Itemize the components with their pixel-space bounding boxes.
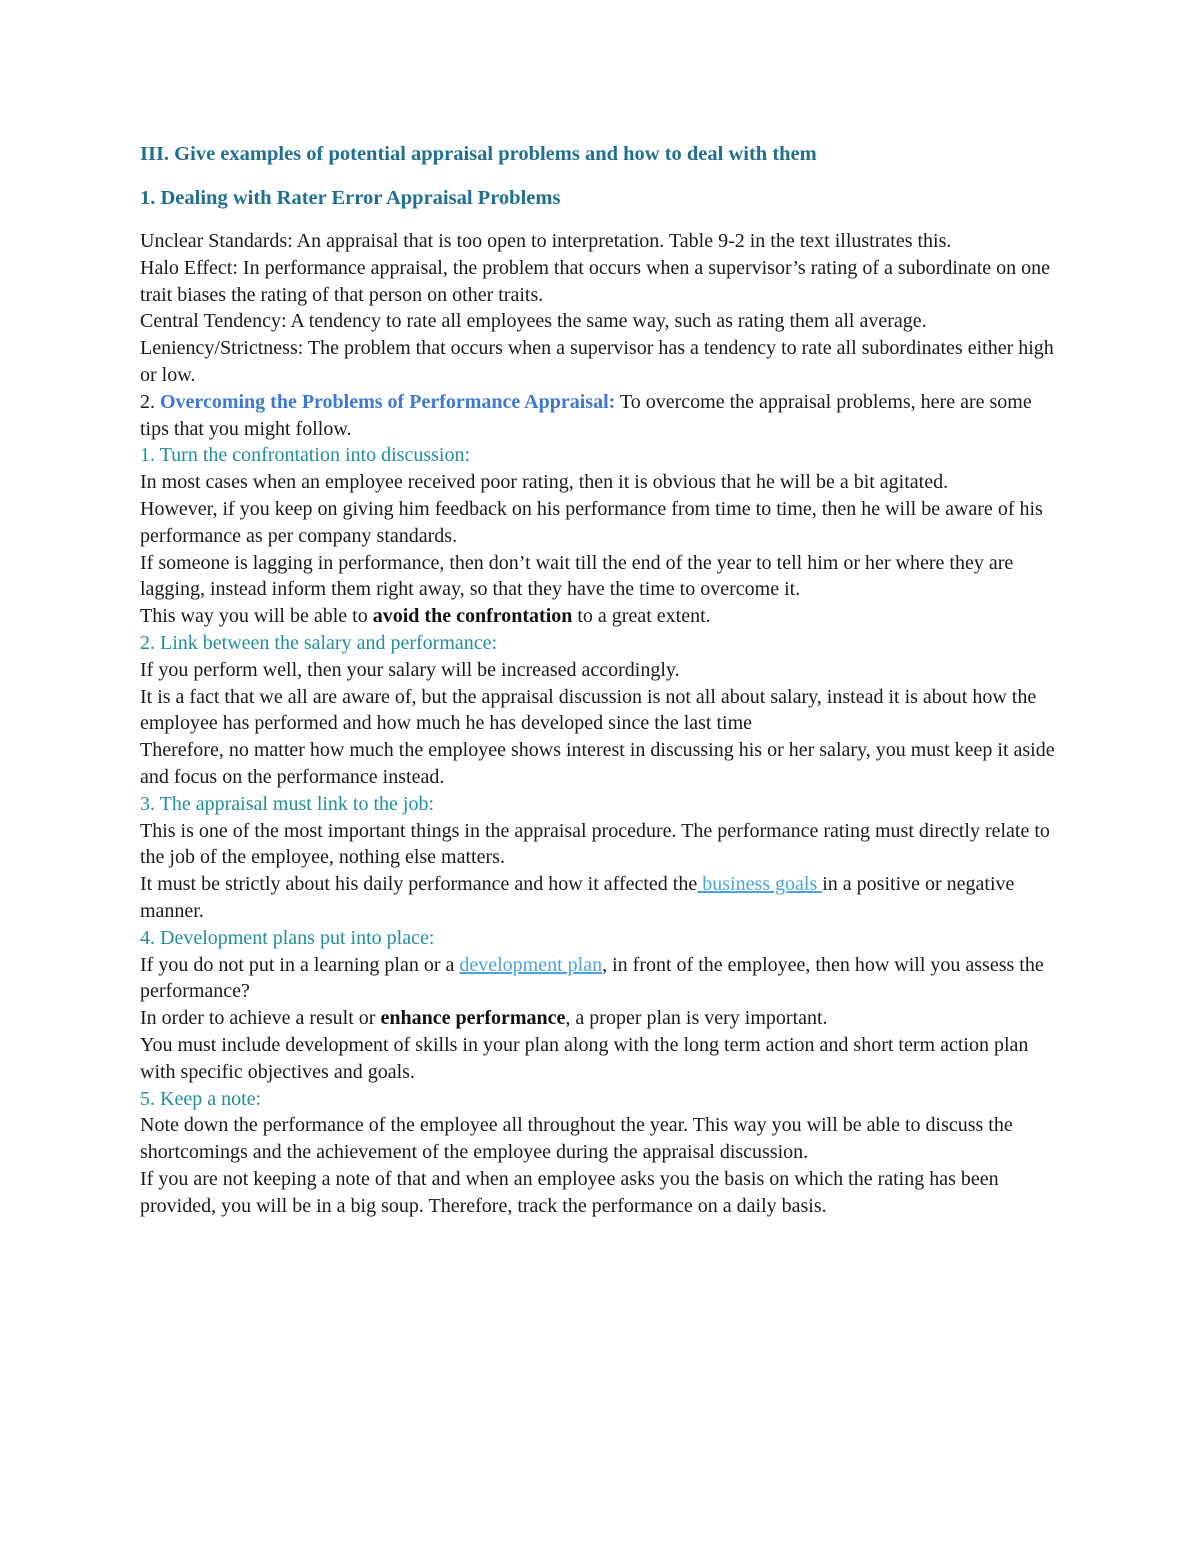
main-heading: III. Give examples of potential appraisal problems and how to deal with them <box>140 143 817 165</box>
tip-1-line-3: If someone is lagging in performance, then don’t wait till the end of the year to tell him or her where they are lagging, instead inform them right away, so that they have the time to overcome it. <box>140 551 1014 601</box>
tip-1-line-2: However, if you keep on giving him feedback on his performance from time to time, then he will be aware of his performance as per company standards. <box>140 497 1043 547</box>
tip-1-title: 1. Turn the confrontation into discussion: <box>140 444 470 467</box>
tip-1-line-4-pre: This way you will be able to <box>140 605 373 628</box>
tip-3-title: 3. The appraisal must link to the job: <box>140 792 435 815</box>
tip-4-line-2-pre: In order to achieve a result or <box>140 1007 381 1030</box>
section-2-title: Overcoming the Problems of Performance Appraisal: <box>160 390 616 413</box>
tip-3-line-2-post: in a positive or negative manner. <box>140 873 1015 922</box>
tip-5-line-2: If you are not keeping a note of that and when an employee asks you the basis on which the rating has been provided, you will be in a big soup. Therefore, track the performance on a daily basis. <box>140 1167 999 1217</box>
tip-4-title: 4. Development plans put into place: <box>140 926 435 949</box>
enhance-performance-bold: enhance performance <box>380 1007 566 1030</box>
unclear-standards-paragraph: Unclear Standards: An appraisal that is too open to interpretation. Table 9-2 in the text illustrates this. <box>140 230 952 252</box>
tip-3-line-1: This is one of the most important things in the appraisal procedure. The performance rating must directly relate to the job of the employee, nothing else matters. <box>140 819 1050 869</box>
development-plan-link[interactable]: development plan <box>459 953 603 976</box>
tip-1-line-4 <box>140 603 1065 630</box>
central-tendency-paragraph: Central Tendency: A tendency to rate all employees the same way, such as rating them all average. <box>140 310 927 333</box>
tip-2-line-3: Therefore, no matter how much the employee shows interest in discussing his or her salary, you must keep it aside and focus on the performance instead. <box>140 739 1055 788</box>
business-goals-link[interactable]: business goals <box>697 873 823 896</box>
tip-4-line-2-post: , a proper plan is very important. <box>565 1007 828 1030</box>
tip-1-line-4-post: to a great extent. <box>572 605 711 628</box>
halo-effect-paragraph: Halo Effect: In performance appraisal, the problem that occurs when a supervisor’s rating of a subordinate on one trait biases the rating of that person on other traits. <box>140 256 1051 306</box>
tip-4-line-1-post: , in front of the employee, then how will you assess the performance? <box>140 953 1044 1003</box>
document-page <box>140 140 1065 1219</box>
section-2-paragraph <box>140 389 1065 443</box>
tip-2-line-1: If you perform well, then your salary will be increased accordingly. <box>140 658 680 681</box>
tip-5-line-1: Note down the performance of the employee all throughout the year. This way you will be able to discuss the shortcomings and the achievement of the employee during the appraisal discussion. <box>140 1114 1013 1164</box>
tip-4-line-1-pre: If you do not put in a learning plan or a <box>140 953 460 976</box>
tip-4-line-3: You must include development of skills in your plan along with the long term action and short term action plan with specific objectives and goals. <box>140 1033 1029 1083</box>
tip-2-line-2: It is a fact that we all are aware of, but the appraisal discussion is not all about salary, instead it is about how the employee has performed and how much he has developed since the last time <box>140 685 1037 735</box>
tip-3-line-2-pre: It must be strictly about his daily performance and how it affected the <box>140 873 698 896</box>
tip-3-line-2 <box>140 871 1065 925</box>
tip-1-line-1: In most cases when an employee received poor rating, then it is obvious that he will be a bit agitated. <box>140 471 949 494</box>
leniency-paragraph: Leniency/Strictness: The problem that occurs when a supervisor has a tendency to rate all subordinates either high or low. <box>140 337 1054 386</box>
tip-5-title: 5. Keep a note: <box>140 1087 262 1110</box>
section-1-heading: 1. Dealing with Rater Error Appraisal Problems <box>140 187 561 209</box>
avoid-confrontation-bold: avoid the confrontation <box>372 605 573 628</box>
section-2-number: 2. <box>140 390 155 413</box>
section-2-text: To overcome the appraisal problems, here are some tips that you might follow. <box>140 390 1032 440</box>
tip-2-title: 2. Link between the salary and performance: <box>140 631 498 654</box>
tip-4-line-2 <box>140 1005 1065 1032</box>
tip-4-line-1 <box>140 952 1065 1006</box>
